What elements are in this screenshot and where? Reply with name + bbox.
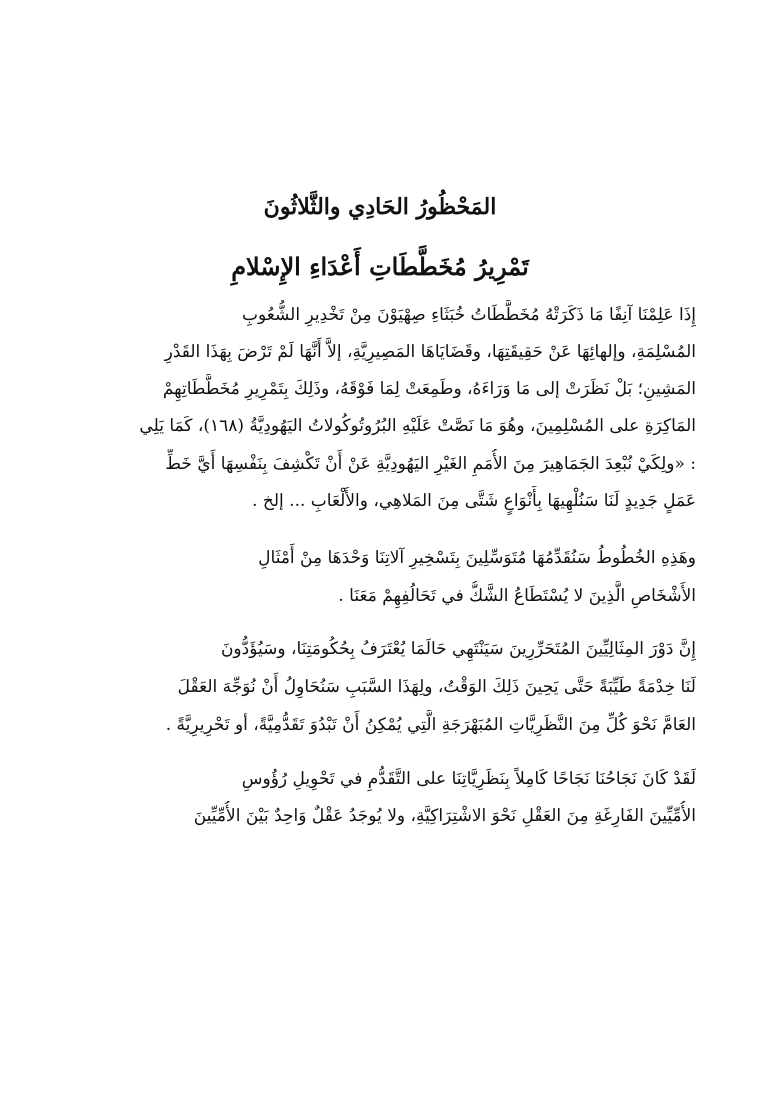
quote-text-line: لَنَا خِدْمَةً طَيِّبَةً حَتَّى يَحِينَ ذَلِكَ الوَقْتُ، ولِهَذَا السَّبَبِ سَنُحَاوِلُ أَنْ نُوَجِّهَ العَقْلَ xyxy=(177,677,696,697)
quote-text-line: : «ولِكَيْ نُبْعِدَ الجَمَاهِيرَ مِنَ الأُمَمِ الغَيْرِ اليَهُودِيَّةِ عَنْ أَنْ تَكْشِفَ بِنَفْسِهَا أَيَّ خَطِّ xyxy=(165,454,696,474)
chapter-title: المَحْظُورُ الحَادِي والثَّلاثُونَ xyxy=(263,194,497,220)
quote-text-line: الأُمِّيِّينَ الفَارِغَةِ مِنَ العَقْلِ نَحْوَ الاشْتِرَاكِيَّةِ، ولا يُوجَدُ عَقْلٌ وَاحِدٌ بَيْنَ الأُمِّيِّينَ xyxy=(193,806,696,826)
quote-text-line: عَمَلٍ جَدِيدٍ لَنَا سَنُلْهِيهَا بِأَنْوَاعٍ شَتَّى مِنَ المَلاهِي، والأَلْعَابِ ... إلخ . xyxy=(252,491,696,511)
body-text-line: إِذَا عَلِمْنَا آنِفًا مَا ذَكَرَتْهُ مُخَطَّطَاتُ خُبَثَاءِ صِهْيَوْنَ مِنْ تَخْدِيرِ الشُّعُوبِ xyxy=(242,305,696,325)
body-text-line: المَاكِرَةِ على المُسْلِمِينَ، وهُوَ مَا نَصَّتْ عَلَيْهِ البُرُوتُوكُولاتُ اليَهُودِيَّةُ (١٦٨)، كَمَا يَلِي xyxy=(139,416,696,436)
quote-text-line: لَقَدْ كَانَ نَجَاحُنَا نَجَاحًا كَامِلاً بِنَظَرِيَّاتِنَا على التَّقَدُّمِ في تَحْوِيلِ رُؤُوسِ xyxy=(241,769,696,789)
quote-text-line: إِنَّ دَوْرَ المِثَالِيِّينَ المُتَحَرِّرِينَ سَيَنْتَهِي حَالَمَا يُعْتَرَفُ بِحُكُومَتِنَا، وسَيُؤَدُّونَ xyxy=(220,639,696,659)
body-text-line: المَشِينِ؛ بَلْ نَظَرَتْ إلى مَا وَرَاءَهُ، وطَمِعَتْ لِمَا فَوْقَهُ، وذَلِكَ بِتَمْرِيرِ مُخَطَّطَاتِهِمْ xyxy=(162,379,696,399)
quote-text-line: العَامَّ نَحْوَ كُلِّ مِنَ النَّظَرِيَّاتِ المُبَهْرَجَةِ الَّتِي يُمْكِنُ أَنْ تَبْدُوَ تَقَدُّمِيَّةً، أو تَحْرِيرِيَّةً . xyxy=(165,715,696,735)
quote-text-line: الأَشْخَاصِ الَّذِينَ لا يُسْتَطَاعُ الشَّكُّ في تَحَالُفِهِمْ مَعَنَا . xyxy=(338,586,696,606)
chapter-subtitle: تَمْرِيرُ مُخَطَّطَاتِ أَعْدَاءِ الإِسْلامِ xyxy=(231,252,529,281)
body-text-line: المُسْلِمَةِ، وإلهائِهَا عَنْ حَقِيقَتِهَا، وقَضَايَاهَا المَصِيرِيَّةِ، إلاَّ أَنَّهَا لَمْ تَرْضَ بِهَذَا القَدْرِ xyxy=(164,342,696,362)
quote-text-line: وهَذِهِ الخُطُوطُ سَنُقَدِّمُهَا مُتَوَسِّلِينَ بِتَسْخِيرِ آلاتِنَا وَحْدَهَا مِنْ أَمْثَالِ xyxy=(258,548,696,568)
